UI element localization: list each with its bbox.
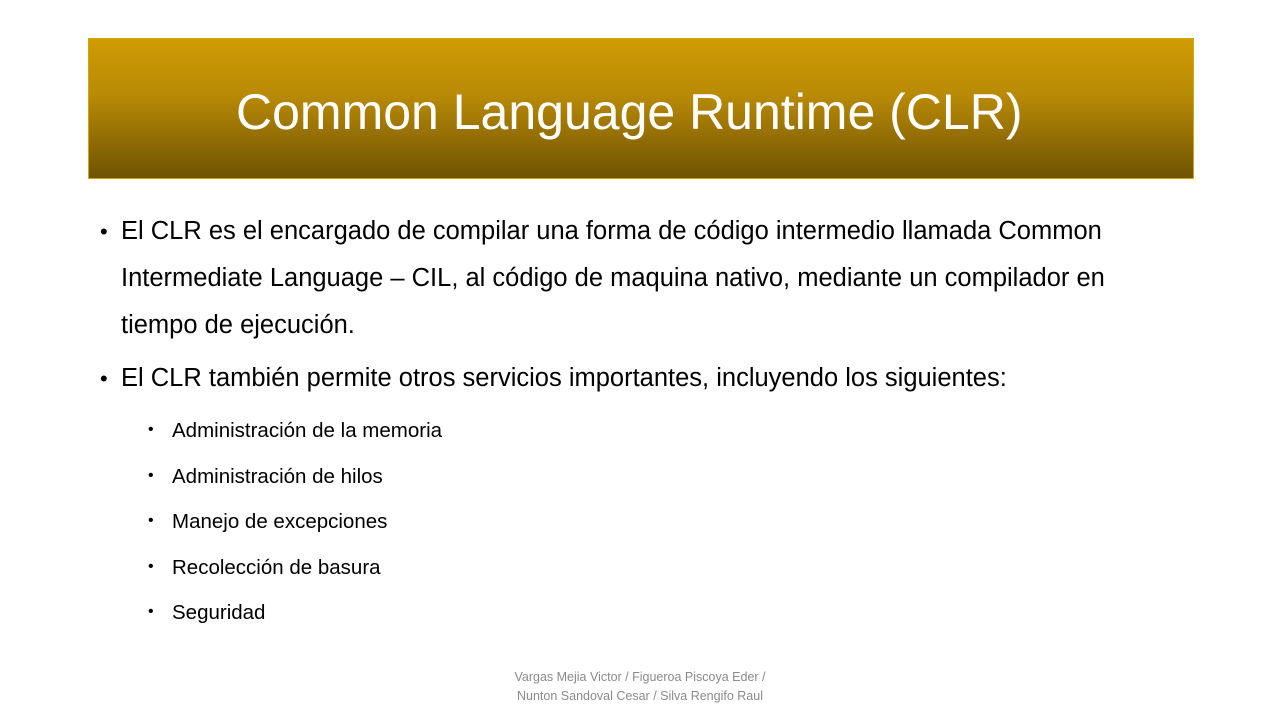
sub-bullet-text: Recolección de basura bbox=[172, 555, 381, 579]
sub-bullet-item bbox=[100, 590, 1180, 636]
bullet-dot: • bbox=[148, 512, 154, 529]
sub-bullet-list bbox=[100, 408, 1180, 636]
bullet-dot: • bbox=[148, 421, 154, 438]
sub-bullet-text: Administración de hilos bbox=[172, 464, 383, 488]
bullet-dot: • bbox=[148, 557, 154, 575]
sub-bullet-item bbox=[100, 408, 1180, 454]
slide-body bbox=[100, 208, 1180, 636]
bullet-text: El CLR es el encargado de compilar una forma de código intermedio llamada Common Intermediate Language – CIL, al código de maquina nativo, mediante un compilador en tiempo de ejecución. bbox=[121, 217, 1105, 339]
bullet-dot: • bbox=[100, 219, 108, 244]
bullet-dot: • bbox=[148, 603, 154, 620]
sub-bullet-text: Manejo de excepciones bbox=[172, 510, 388, 533]
title-banner bbox=[88, 38, 1194, 179]
bullet-dot: • bbox=[148, 466, 154, 484]
bullet-dot: • bbox=[100, 366, 108, 391]
bullet-text: El CLR también permite otros servicios importantes, incluyendo los siguientes: bbox=[121, 364, 1007, 392]
bullet-item bbox=[100, 208, 1180, 349]
sub-bullet-item bbox=[100, 454, 1180, 500]
sub-bullet-item bbox=[100, 545, 1180, 591]
slide-title: Common Language Runtime (CLR) bbox=[236, 83, 1023, 140]
sub-bullet-text: Administración de la memoria bbox=[172, 419, 443, 442]
sub-bullet-item bbox=[100, 499, 1180, 545]
slide-footer-authors: Vargas Mejia Victor / Figueroa Piscoya Eder / Nunton Sandoval Cesar / Silva Rengifo Raul bbox=[514, 670, 766, 703]
bullet-item bbox=[100, 355, 1180, 402]
sub-bullet-text: Seguridad bbox=[172, 601, 266, 624]
